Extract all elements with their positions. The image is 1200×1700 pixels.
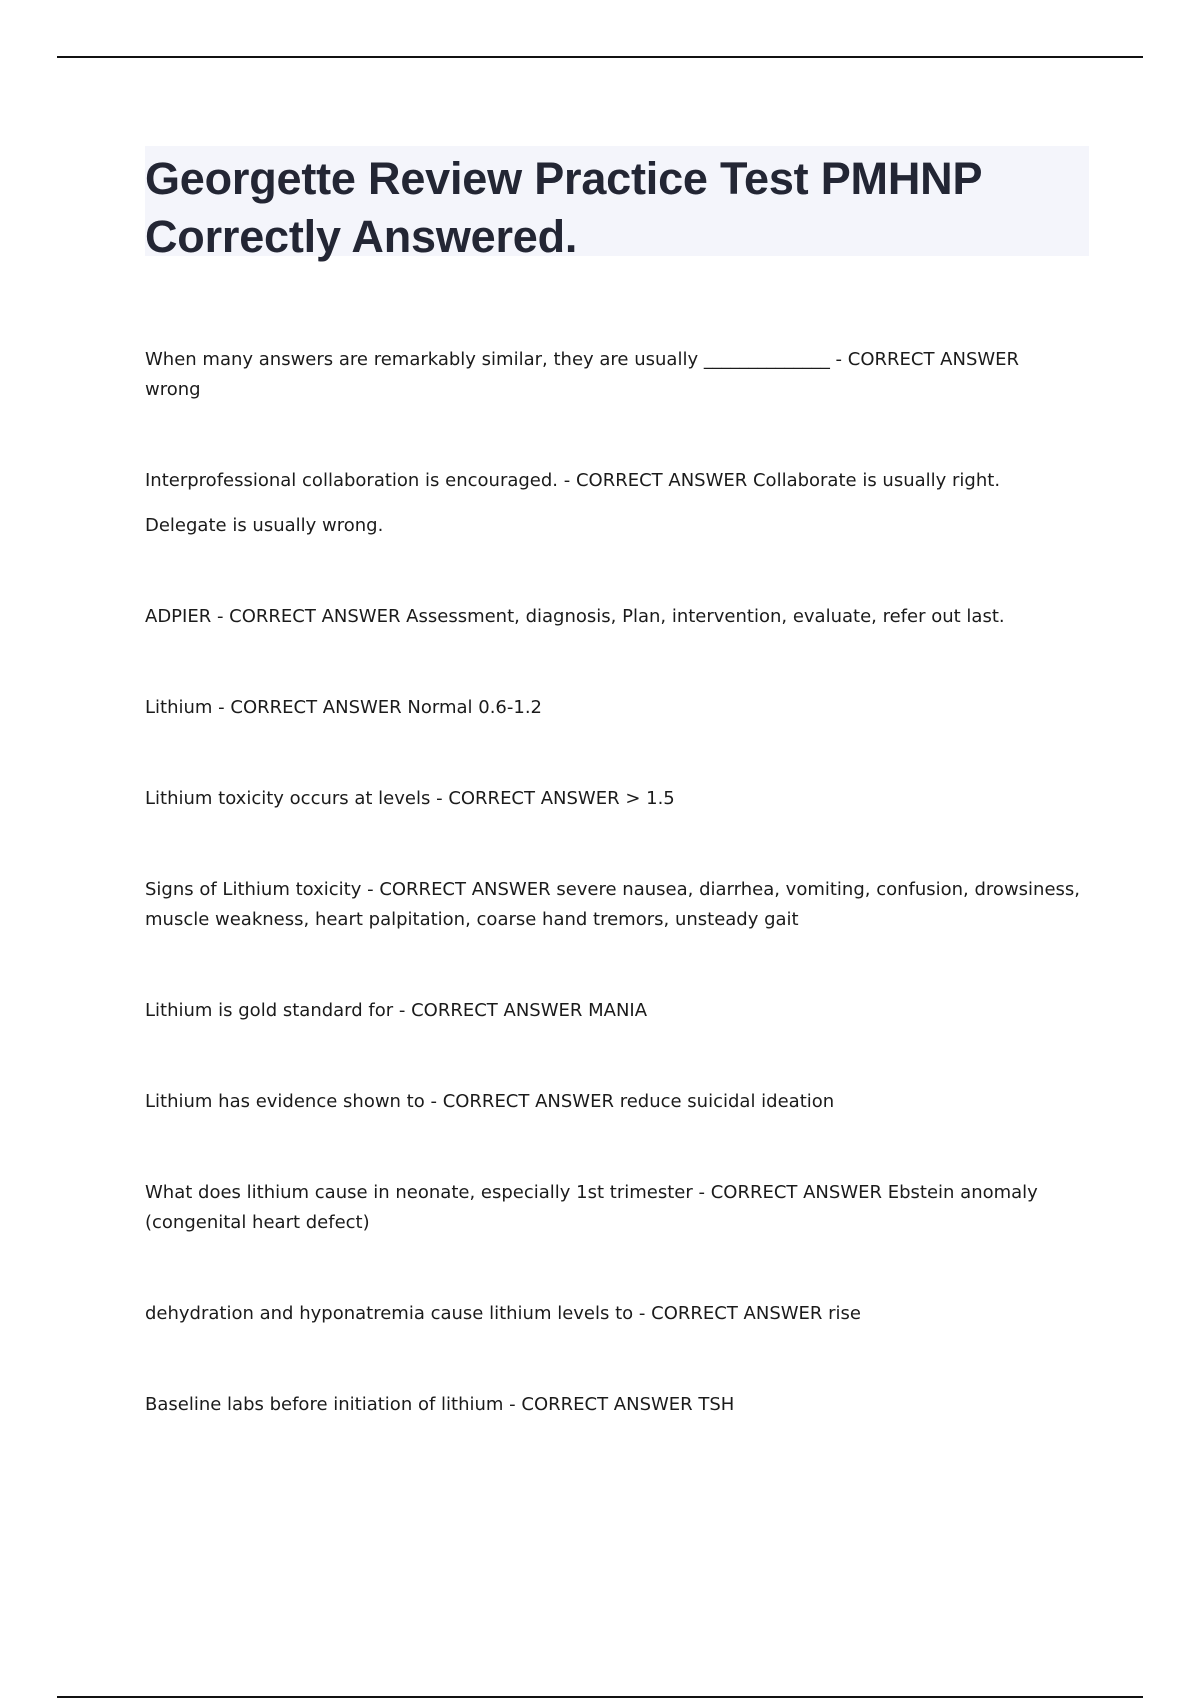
answer-separator: - CORRECT ANSWER	[692, 1182, 888, 1203]
document-title: Georgette Review Practice Test PMHNP Correctly Answered.	[145, 153, 982, 262]
answer-text: Collaborate is usually right.	[752, 470, 1001, 491]
qa-item	[145, 466, 1080, 541]
answer-text: Normal 0.6-1.2	[407, 697, 543, 718]
answer-text: > 1.5	[625, 788, 675, 809]
answer-text: rise	[828, 1303, 861, 1324]
answer-text: severe nausea, diarrhea, vomiting, confusion, drowsiness, muscle weakness, heart palpitation, coarse hand tremors, unsteady gait	[145, 879, 1081, 930]
answer-text: Assessment, diagnosis, Plan, intervention, evaluate, refer out last.	[406, 606, 1005, 627]
question-text: Signs of Lithium toxicity	[145, 879, 362, 900]
answer-text: Ebstein anomaly (congenital heart defect)	[145, 1182, 1038, 1233]
qa-item	[145, 602, 1080, 632]
answer-text: reduce suicidal ideation	[619, 1091, 835, 1112]
answer-separator: - CORRECT ANSWER	[558, 470, 753, 491]
title-block	[145, 146, 1089, 262]
qa-item	[145, 693, 1080, 723]
answer-separator: - CORRECT ANSWER	[430, 788, 626, 809]
question-text: dehydration and hyponatremia cause lithium levels to	[145, 1303, 634, 1324]
qa-item	[145, 1299, 1080, 1329]
answer-separator: - CORRECT ANSWER	[829, 349, 1020, 370]
answer-separator: - CORRECT ANSWER	[424, 1091, 620, 1112]
question-text: Lithium toxicity occurs at levels	[145, 788, 431, 809]
bottom-divider	[57, 1696, 1143, 1698]
answer-text: MANIA	[588, 1000, 648, 1021]
answer-continued-text: Delegate is usually wrong.	[145, 515, 384, 536]
answer-text: TSH	[698, 1394, 735, 1415]
answer-separator: - CORRECT ANSWER	[503, 1394, 699, 1415]
question-text: Baseline labs before initiation of lithium	[145, 1394, 504, 1415]
question-text: Interprofessional collaboration is encouraged.	[145, 470, 559, 491]
question-text: Lithium has evidence shown to	[145, 1091, 425, 1112]
question-text: What does lithium cause in neonate, especially 1st trimester	[145, 1182, 693, 1203]
qa-item	[145, 784, 1080, 814]
question-text: Lithium	[145, 697, 213, 718]
question-text: Lithium is gold standard for	[145, 1000, 394, 1021]
question-text: When many answers are remarkably similar, they are usually ______________	[145, 349, 830, 370]
qa-line	[145, 466, 1080, 496]
answer-separator: - CORRECT ANSWER	[211, 606, 407, 627]
answer-separator: - CORRECT ANSWER	[393, 1000, 589, 1021]
qa-item	[145, 1178, 1080, 1238]
answer-separator: - CORRECT ANSWER	[212, 697, 408, 718]
qa-item	[145, 1087, 1080, 1117]
top-divider	[57, 56, 1143, 58]
qa-item	[145, 345, 1080, 405]
qa-item	[145, 875, 1080, 935]
qa-item	[145, 996, 1080, 1026]
qa-item	[145, 1390, 1080, 1420]
question-text: ADPIER	[145, 606, 212, 627]
answer-separator: - CORRECT ANSWER	[361, 879, 557, 900]
answer-text: wrong	[145, 379, 201, 400]
answer-separator: - CORRECT ANSWER	[633, 1303, 829, 1324]
